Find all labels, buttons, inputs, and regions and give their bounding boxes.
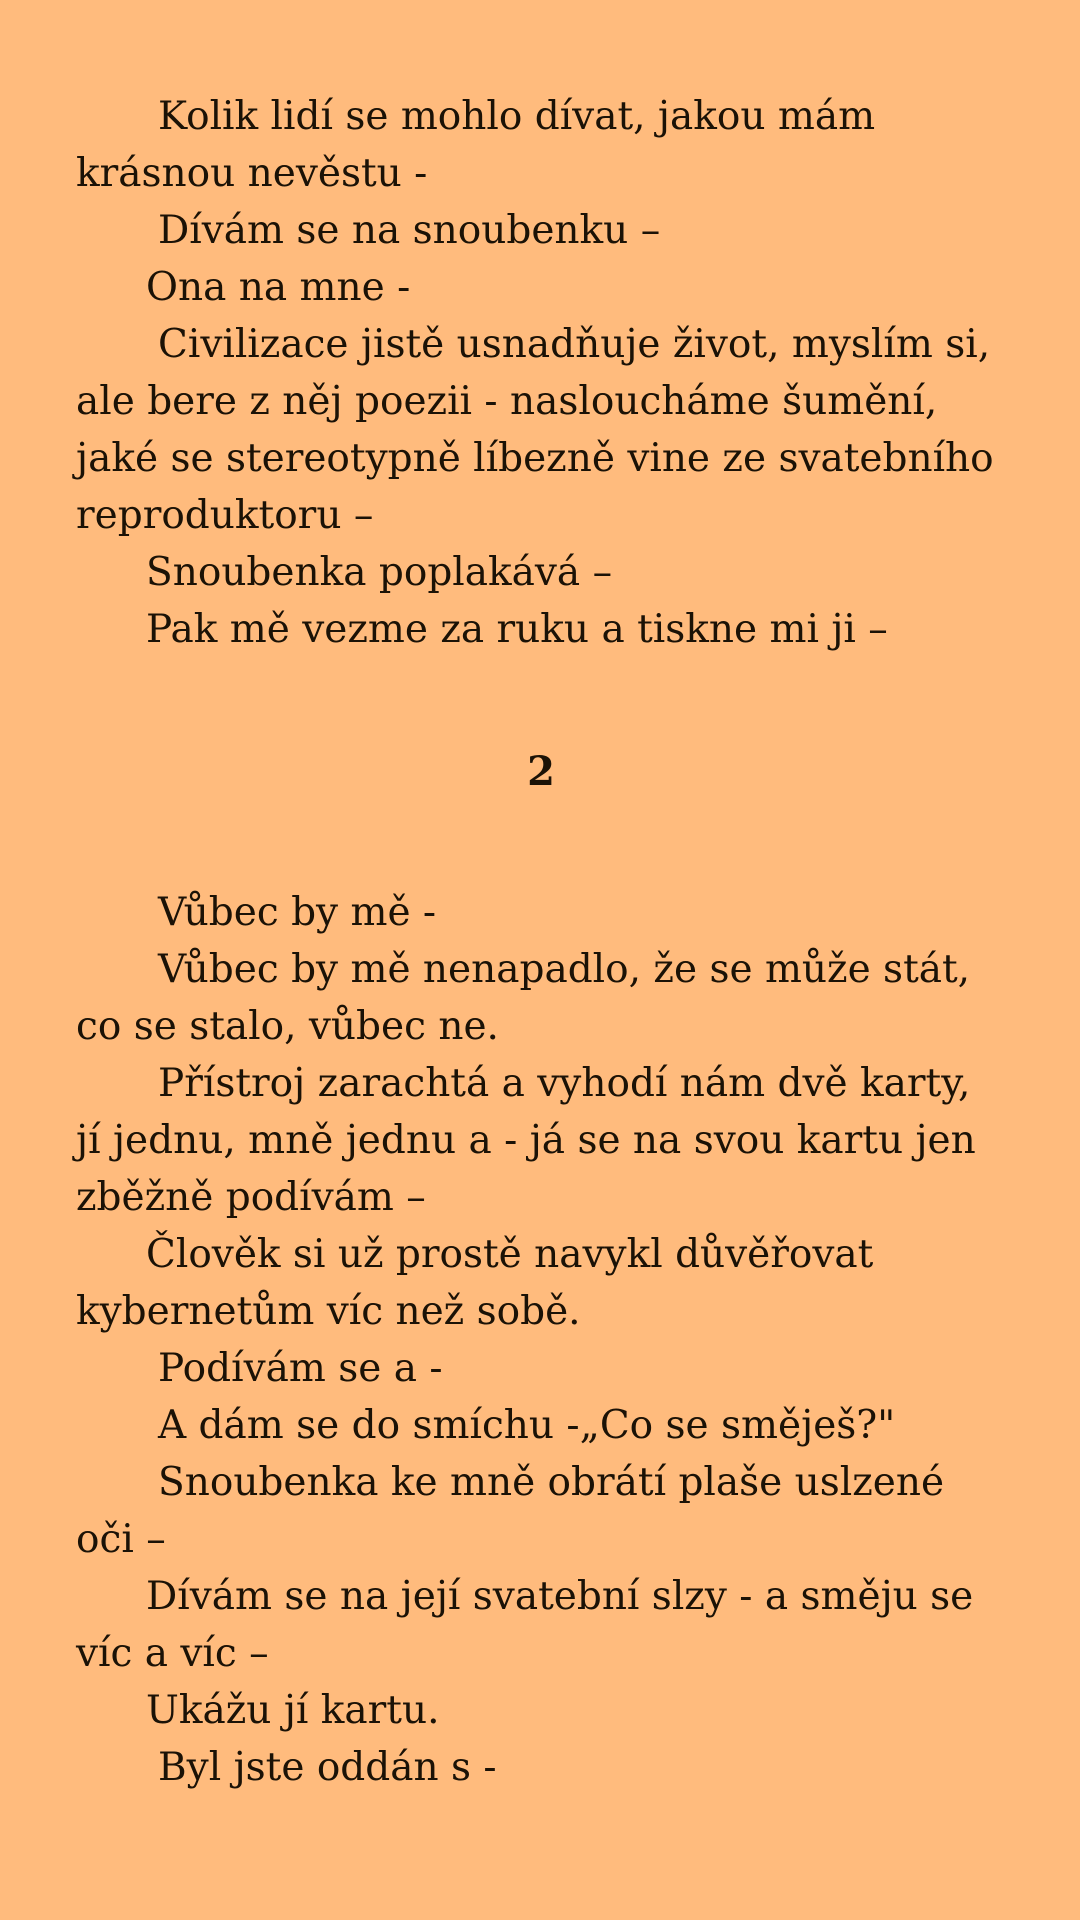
paragraph-section1-4: Civilizace jistě usnadňuje život, myslím si, ale bere z něj poezii - nasloucháme šumění, jaké se stereotypně líbezně vine ze svatebního reproduktoru – [76, 322, 994, 538]
chapter-number: 2 [527, 748, 555, 795]
paragraph-section2-8: Dívám se na její svatební slzy - a směju se víc a víc – [76, 1574, 974, 1676]
paragraph-section1-5: Snoubenka poplakává – [146, 550, 613, 595]
paragraph-section2-5: Podívám se a - [158, 1346, 443, 1391]
paragraph-section2-6: A dám se do smíchu -„Co se směješ?" [158, 1403, 896, 1448]
paragraph-section1-2: Dívám se na snoubenku – [158, 208, 661, 253]
reader-text-block [76, 88, 1006, 1796]
paragraph-section2-2: Vůbec by mě nenapadlo, že se může stát, co se stalo, vůbec ne. [76, 947, 971, 1049]
paragraph-section2-3: Přístroj zarachtá a vyhodí nám dvě karty, jí jednu, mně jednu a - já se na svou kartu jen zběžně podívám – [76, 1061, 976, 1220]
paragraph-section1-6: Pak mě vezme za ruku a tiskne mi ji – [146, 607, 888, 652]
paragraph-section2-4: Člověk si už prostě navykl důvěřovat kybernetům víc než sobě. [76, 1232, 874, 1334]
paragraph-section1-1: Kolik lidí se mohlo dívat, jakou mám krásnou nevěstu - [76, 94, 876, 196]
paragraph-section2-7: Snoubenka ke mně obrátí plaše uslzené oči – [76, 1460, 945, 1562]
paragraph-section1-3: Ona na mne - [146, 265, 411, 310]
paragraph-section2-10: Byl jste oddán s - [158, 1745, 497, 1790]
paragraph-section2-9: Ukážu jí kartu. [146, 1688, 440, 1733]
paragraph-section2-1: Vůbec by mě - [158, 890, 437, 935]
